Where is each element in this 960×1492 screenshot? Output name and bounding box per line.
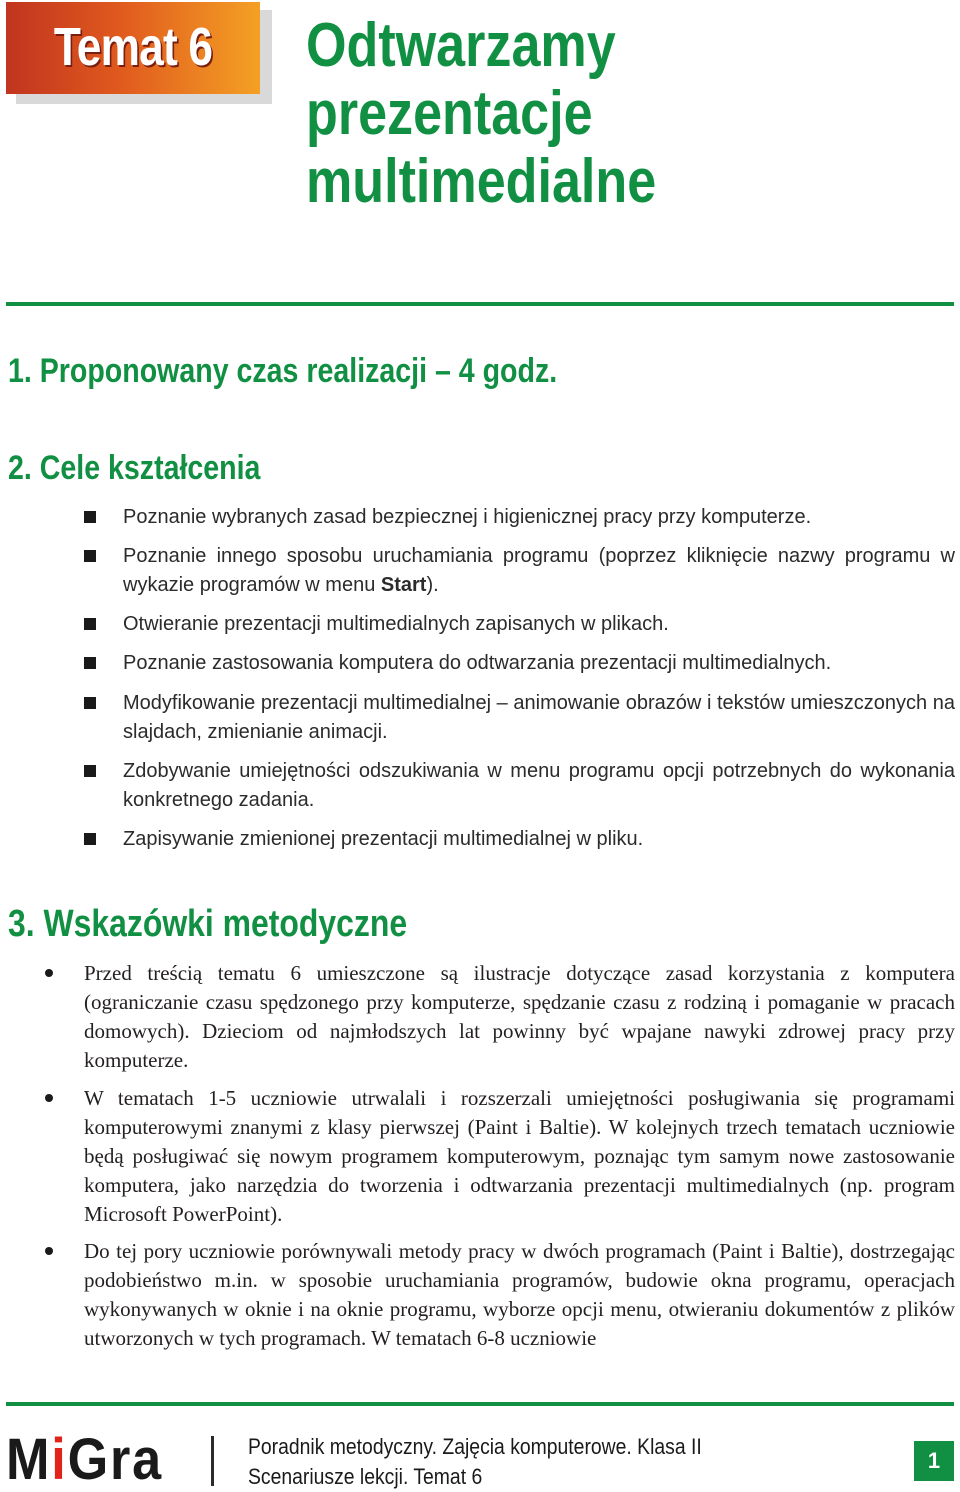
goal-item: Poznanie zastosowania komputera do odtwarzania prezentacji multimedialnych. (123, 652, 832, 674)
goal-item: Modyfikowanie prezentacji multimedialnej – animowanie obrazów i tekstów umieszczonych na slajdach, zmienianie animacji. (123, 692, 955, 743)
hint-paragraph: Do tej pory uczniowie porównywali metody pracy w dwóch programach (Paint i Baltie), dostrzegając podobieństwo m.in. w sposobie uruchamiania programów, budowie okna programu, operacjach wykonywanych w oknie i na oknie programu, wyborze opcji menu, otwieraniu dokumentów z plików utworzonych w tych programach. W tematach 6-8 uczniowie (84, 1239, 955, 1350)
start-menu-label: Start (380, 574, 427, 596)
bullet-square-icon (84, 697, 96, 709)
goal-item: Zdobywanie umiejętności odszukiwania w menu programu opcji potrzebnych do wykonania konkretnego zadania. (123, 760, 955, 811)
bullet-square-icon (84, 511, 96, 523)
bullet-dot-icon (45, 1247, 53, 1255)
section-heading-time: 1. Proponowany czas realizacji – 4 godz. (8, 352, 558, 390)
bullet-square-icon (84, 833, 96, 845)
footer-divider (211, 1436, 214, 1486)
bullet-square-icon (84, 765, 96, 777)
bullet-dot-icon (45, 969, 53, 977)
footer-section-title: Scenariusze lekcji. Temat 6 (248, 1464, 483, 1489)
publisher-logo: MiGra (6, 1427, 163, 1492)
topic-badge-label: Temat 6 (53, 17, 213, 77)
goal-item: Otwieranie prezentacji multimedialnych zapisanych w plikach. (123, 613, 669, 635)
topic-badge (6, 2, 260, 94)
bottom-divider (6, 1402, 954, 1406)
goal-item: Zapisywanie zmienionej prezentacji multimedialnej w pliku. (123, 828, 644, 850)
section-heading-hints: 3. Wskazówki metodyczne (8, 903, 408, 945)
bullet-square-icon (84, 657, 96, 669)
page-title (306, 12, 852, 216)
bullet-dot-icon (45, 1094, 53, 1102)
bullet-square-icon (84, 618, 96, 630)
page-title-line2: multimedialne (306, 147, 657, 216)
bullet-square-icon (84, 550, 96, 562)
goal-item: Poznanie innego sposobu uruchamiania programu (poprzez kliknięcie nazwy programu w wykazie programów w menu Start). (123, 545, 955, 596)
hint-paragraph: Przed treścią tematu 6 umieszczone są ilustracje dotyczące zasad korzystania z komputera (ograniczanie czasu spędzonego przy komputerze, spędzanie czasu z rodziną i pomaganie w pracach domowych). Dzieciom od najmłodszych lat powinny być wpajane nawyki zdrowej pracy przy komputerze. (84, 961, 955, 1072)
hint-paragraph: W tematach 1-5 uczniowie utrwalali i rozszerzali umiejętności posługiwania się programami komputerowymi znanymi z klasy pierwszej (Paint i Baltie). W kolejnych trzech tematach uczniowie będą posługiwać się nowym programem komputerowym, poznając tym samym nowe zastosowanie komputera, jako narzędzia do tworzenia i odtwarzania prezentacji multimedialnych (np. program Microsoft PowerPoint). (84, 1086, 955, 1226)
footer-book-title: Poradnik metodyczny. Zajęcia komputerowe. Klasa II (248, 1434, 702, 1459)
goal-item: Poznanie wybranych zasad bezpiecznej i higienicznej pracy przy komputerze. (123, 506, 812, 528)
page-number: 1 (914, 1441, 954, 1481)
section-heading-goals: 2. Cele kształcenia (8, 449, 261, 487)
top-divider (6, 302, 954, 306)
page-title-line1: Odtwarzamy prezentacje (306, 11, 616, 148)
